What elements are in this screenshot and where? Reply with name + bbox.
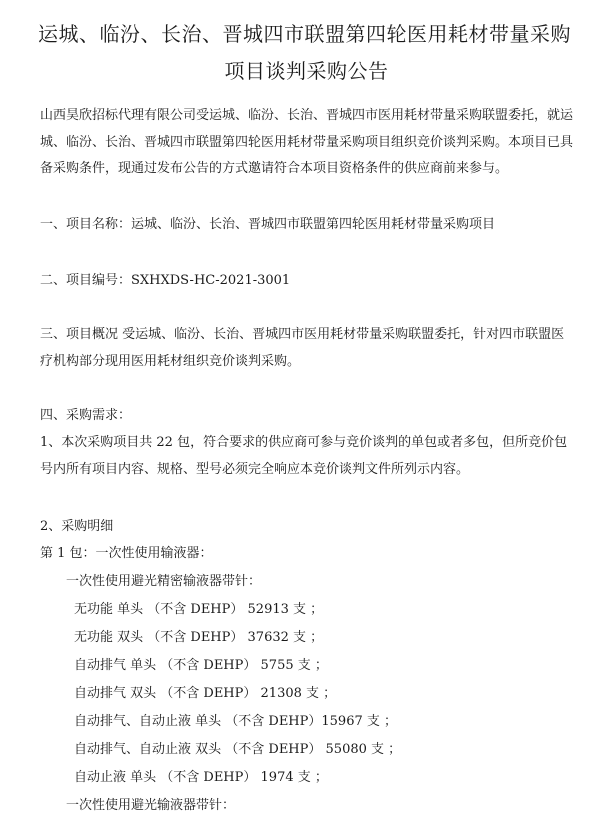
- product-line-item: 自动止液 单头 （不含 DEHP） 1974 支 ；: [74, 770, 328, 785]
- product-line-item: 自动排气、自动止液 双头 （不含 DEHP） 55080 支 ；: [74, 742, 402, 757]
- product-line-item: 无功能 单头 （不含 DEHP） 52913 支 ；: [74, 602, 324, 617]
- intro-paragraph: 山西昊欣招标代理有限公司受运城、临汾、长治、晋城四市医用耗材带量采购联盟委托，就运城、临汾、长治、晋城四市联盟第四轮医用耗材带量采购项目组织竞价谈判采购。本项目已具备采购条件，现通过发布公告的方式邀请符合本项目资格条件的供应商前来参与。: [40, 108, 574, 176]
- document-title-line-1: 运城、临汾、长治、晋城四市联盟第四轮医用耗材带量采购: [38, 22, 571, 46]
- section-project-name: 一、项目名称：运城、临汾、长治、晋城四市联盟第四轮医用耗材带量采购项目: [40, 217, 496, 232]
- product-group-heading: 一次性使用避光精密输液器带针：: [66, 574, 262, 589]
- product-line-item: 自动排气 单头 （不含 DEHP） 5755 支 ；: [74, 658, 328, 673]
- document-title-line-2: 项目谈判采购公告: [224, 59, 389, 83]
- requirements-item-1: 1、本次采购项目共 22 包，符合要求的供应商可参与竞价谈判的单包或者多包，但所竞价包号内所有项目内容、规格、型号必须完全响应本竞价谈判文件所列示内容。: [40, 435, 568, 477]
- product-group-heading: 一次性使用避光输液器带针：: [66, 798, 236, 813]
- section-project-overview: 三、项目概况 受运城、临汾、长治、晋城四市医用耗材带量采购联盟委托，针对四市联盟医疗机构部分现用医用耗材组织竞价谈判采购。: [40, 327, 565, 369]
- detail-heading: 2、采购明细: [40, 519, 114, 534]
- product-line-item: 无功能 双头 （不含 DEHP） 37632 支 ；: [74, 630, 324, 645]
- section-project-number: 二、项目编号：SXHXDS-HC-2021-3001: [40, 273, 291, 288]
- product-line-item: 自动排气、自动止液 单头 （不含 DEHP）15967 支 ；: [74, 714, 398, 729]
- package-1-heading: 第 1 包：一次性使用输液器：: [40, 546, 213, 561]
- product-line-item: 自动排气 双头 （不含 DEHP） 21308 支 ；: [74, 686, 337, 701]
- section-requirements-heading: 四、采购需求：: [40, 408, 132, 423]
